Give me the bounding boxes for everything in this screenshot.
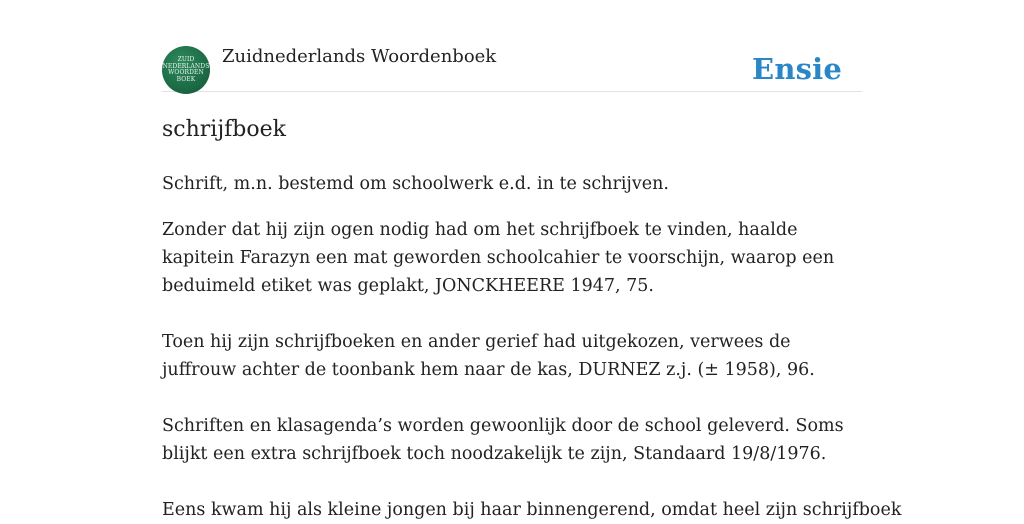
page-container xyxy=(162,0,902,520)
ensie-brand-logo[interactable]: Ensie xyxy=(752,52,842,86)
logo-line: NEDERLANDS xyxy=(162,62,210,70)
entry-definition: Schrift, m.n. bestemd om schoolwerk e.d. in te schrijven. xyxy=(162,174,669,194)
logo-line: ZUID xyxy=(177,56,195,63)
quote-paragraph: Zonder dat hij zijn ogen nodig had om het schrijfboek te vinden, haalde kapitein Farazyn een mat geworden schoolcahier te voorschijn, waarop een beduimeld etiket was geplakt, JONCKHEERE 1947, 75. xyxy=(162,220,835,296)
dictionary-logo[interactable] xyxy=(162,46,210,94)
quote-paragraph: Toen hij zijn schrijfboeken en ander gerief had uitgekozen, verwees de juffrouw achter de toonbank hem naar de kas, DURNEZ z.j. (± 1958), 96. xyxy=(162,332,815,380)
header xyxy=(162,0,862,92)
logo-line: WOORDEN xyxy=(168,69,204,76)
entry-title: schrijfboek xyxy=(162,117,286,142)
quote-paragraph: Schriften en klasagenda’s worden gewoonlijk door de school geleverd. Soms blijkt een extra schrijfboek toch noodzakelijk te zijn, Standaard 19/8/1976. xyxy=(162,416,844,464)
site-title-link[interactable]: Zuidnederlands Woordenboek xyxy=(222,46,497,67)
quote-paragraph: Eens kwam hij als kleine jongen bij haar binnengerend, omdat heel zijn schrijfboek xyxy=(162,500,902,520)
logo-line: BOEK xyxy=(176,75,196,83)
